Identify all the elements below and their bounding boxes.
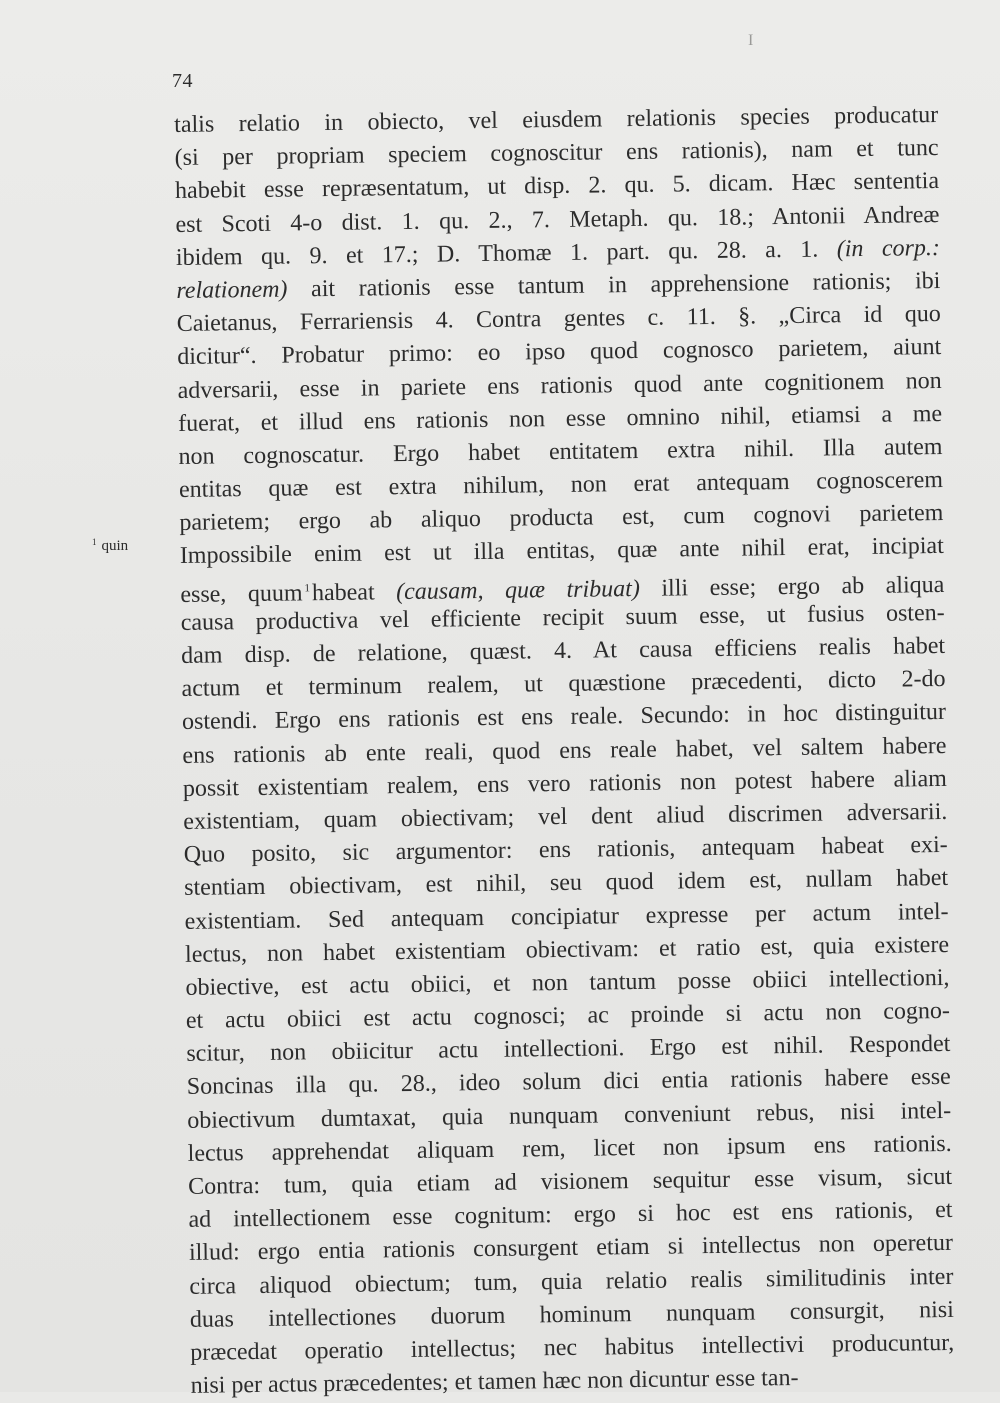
text-segment: est Scoti 4-o dist. 1. qu. 2., 7. Metaph. qu. 18.; Antonii Andreæ bbox=[175, 201, 940, 238]
italic-text: (in corp.: bbox=[836, 234, 941, 263]
text-segment: talis relatio in obiecto, vel eiusdem relationis species producatur bbox=[174, 101, 939, 138]
text-segment: habebit esse repræsentatum, ut disp. 2. qu. 5. dicam. Hæc sententia bbox=[174, 168, 940, 205]
text-segment: adversarii, esse in pariete ens rationis quod ante cognitionem non bbox=[177, 367, 942, 404]
text-segment: (si per propriam speciem cognoscitur ens rationis), nam et tunc bbox=[174, 135, 939, 172]
text-segment: possit existentiam realem, ens vero rationis non potest habere aliam bbox=[182, 765, 948, 802]
text-segment: esse, quum bbox=[180, 579, 303, 608]
text-segment: parietem; ergo ab aliquo producta est, cum cognovi parietem bbox=[179, 500, 944, 537]
text-segment: Quo posito, sic argumentor: ens rationis, antequam habeat exi- bbox=[183, 832, 948, 869]
margin-note-marker: 1 bbox=[92, 537, 97, 547]
text-segment: lectus, non habet existentiam obiectivam: et ratio est, quia existere bbox=[184, 931, 950, 968]
text-segment: obiective, est actu obiici, et non tantum posse obiici intellectioni, bbox=[185, 964, 950, 1001]
page-number: 74 bbox=[172, 70, 193, 92]
scan-mark: I bbox=[748, 32, 754, 49]
text-segment: nisi per actus præcedentes; et tamen hæc non dicuntur esse tan- bbox=[190, 1365, 799, 1400]
text-segment: ostendi. Ergo ens rationis est ens reale. Secundo: in hoc distinguitur bbox=[181, 699, 947, 736]
text-segment: actum et terminum realem, ut quæstione præcedenti, dicto 2-do bbox=[181, 666, 946, 703]
text-segment: Contra: tum, quia etiam ad visionem sequitur esse visum, sicut bbox=[187, 1163, 953, 1200]
text-segment: circa aliquod obiectum; tum, quia relatio realis similitudinis inter bbox=[189, 1263, 954, 1300]
footnote-marker: 1 bbox=[304, 581, 311, 594]
text-segment: præcedat operatio intellectus; nec habitus intellectivi producuntur, bbox=[190, 1329, 955, 1366]
text-segment: dicitur“. Probatur primo: eo ipso quod cognosco parietem, aiunt bbox=[177, 334, 942, 371]
text-segment: duas intellectiones duorum hominum nunquam consurgit, nisi bbox=[189, 1296, 954, 1333]
text-segment: dam disp. de relatione, quæst. 4. At causa efficiens realis habet bbox=[180, 632, 946, 669]
text-segment: stentiam obiectivam, est nihil, seu quod idem est, nullam habet bbox=[184, 865, 949, 902]
text-segment: existentiam, quam obiectivam; vel dent aliud discrimen adversarii. bbox=[183, 798, 948, 835]
text-segment: ibidem qu. 9. et 17.; D. Thomæ 1. part. qu. 28. a. 1. bbox=[175, 236, 837, 271]
text-segment: ens rationis ab ente reali, quod ens reale habet, vel saltem habere bbox=[182, 732, 947, 769]
body-text bbox=[174, 99, 955, 1403]
text-segment: causa productiva vel efficiente recipit suum esse, ut fusius osten- bbox=[180, 599, 945, 636]
text-segment: habeat bbox=[311, 578, 397, 606]
text-segment: Soncinas illa qu. 28., ideo solum dici entia rationis habere esse bbox=[186, 1064, 951, 1101]
text-segment: non cognoscatur. Ergo habet entitatem extra nihil. Illa autem bbox=[178, 433, 943, 470]
text-segment: Caietanus, Ferrariensis 4. Contra gentes c. 11. §. „Circa id quo bbox=[176, 301, 941, 338]
italic-text: relationem) bbox=[176, 276, 288, 304]
text-segment: entitas quæ est extra nihilum, non erat antequam cognoscerem bbox=[178, 467, 944, 504]
text-segment: obiectivum dumtaxat, quia nunquam conveniunt rebus, nisi intel- bbox=[187, 1097, 952, 1134]
margin-note-text: quin bbox=[101, 538, 129, 554]
text-segment: Impossibile enim est ut illa entitas, quæ ante nihil erat, incipiat bbox=[179, 533, 944, 570]
text-segment: illud: ergo entia rationis consurgent etiam si intellectus non operetur bbox=[188, 1230, 954, 1267]
text-segment: scitur, non obiicitur actu intellectioni. Ergo est nihil. Respondet bbox=[186, 1031, 951, 1068]
text-segment: illi esse; ergo ab aliqua bbox=[639, 571, 945, 602]
text-segment: ait rationis esse tantum in apprehensione rationis; ibi bbox=[287, 267, 941, 303]
text-segment: ad intellectionem esse cognitum: ergo si hoc est ens rationis, et bbox=[188, 1197, 953, 1234]
margin-note bbox=[92, 537, 128, 555]
text-segment: et actu obiici est actu cognosci; ac proinde si actu non cogno- bbox=[185, 997, 951, 1034]
text-segment: lectus apprehendat aliquam rem, licet non ipsum ens rationis. bbox=[187, 1130, 952, 1167]
text-segment: fuerat, et illud ens rationis non esse omnino nihil, etiamsi a me bbox=[177, 400, 943, 437]
text-segment: existentiam. Sed antequam concipiatur expresse per actum intel- bbox=[184, 898, 949, 935]
italic-text: (causam, quæ tribuat) bbox=[396, 575, 641, 605]
